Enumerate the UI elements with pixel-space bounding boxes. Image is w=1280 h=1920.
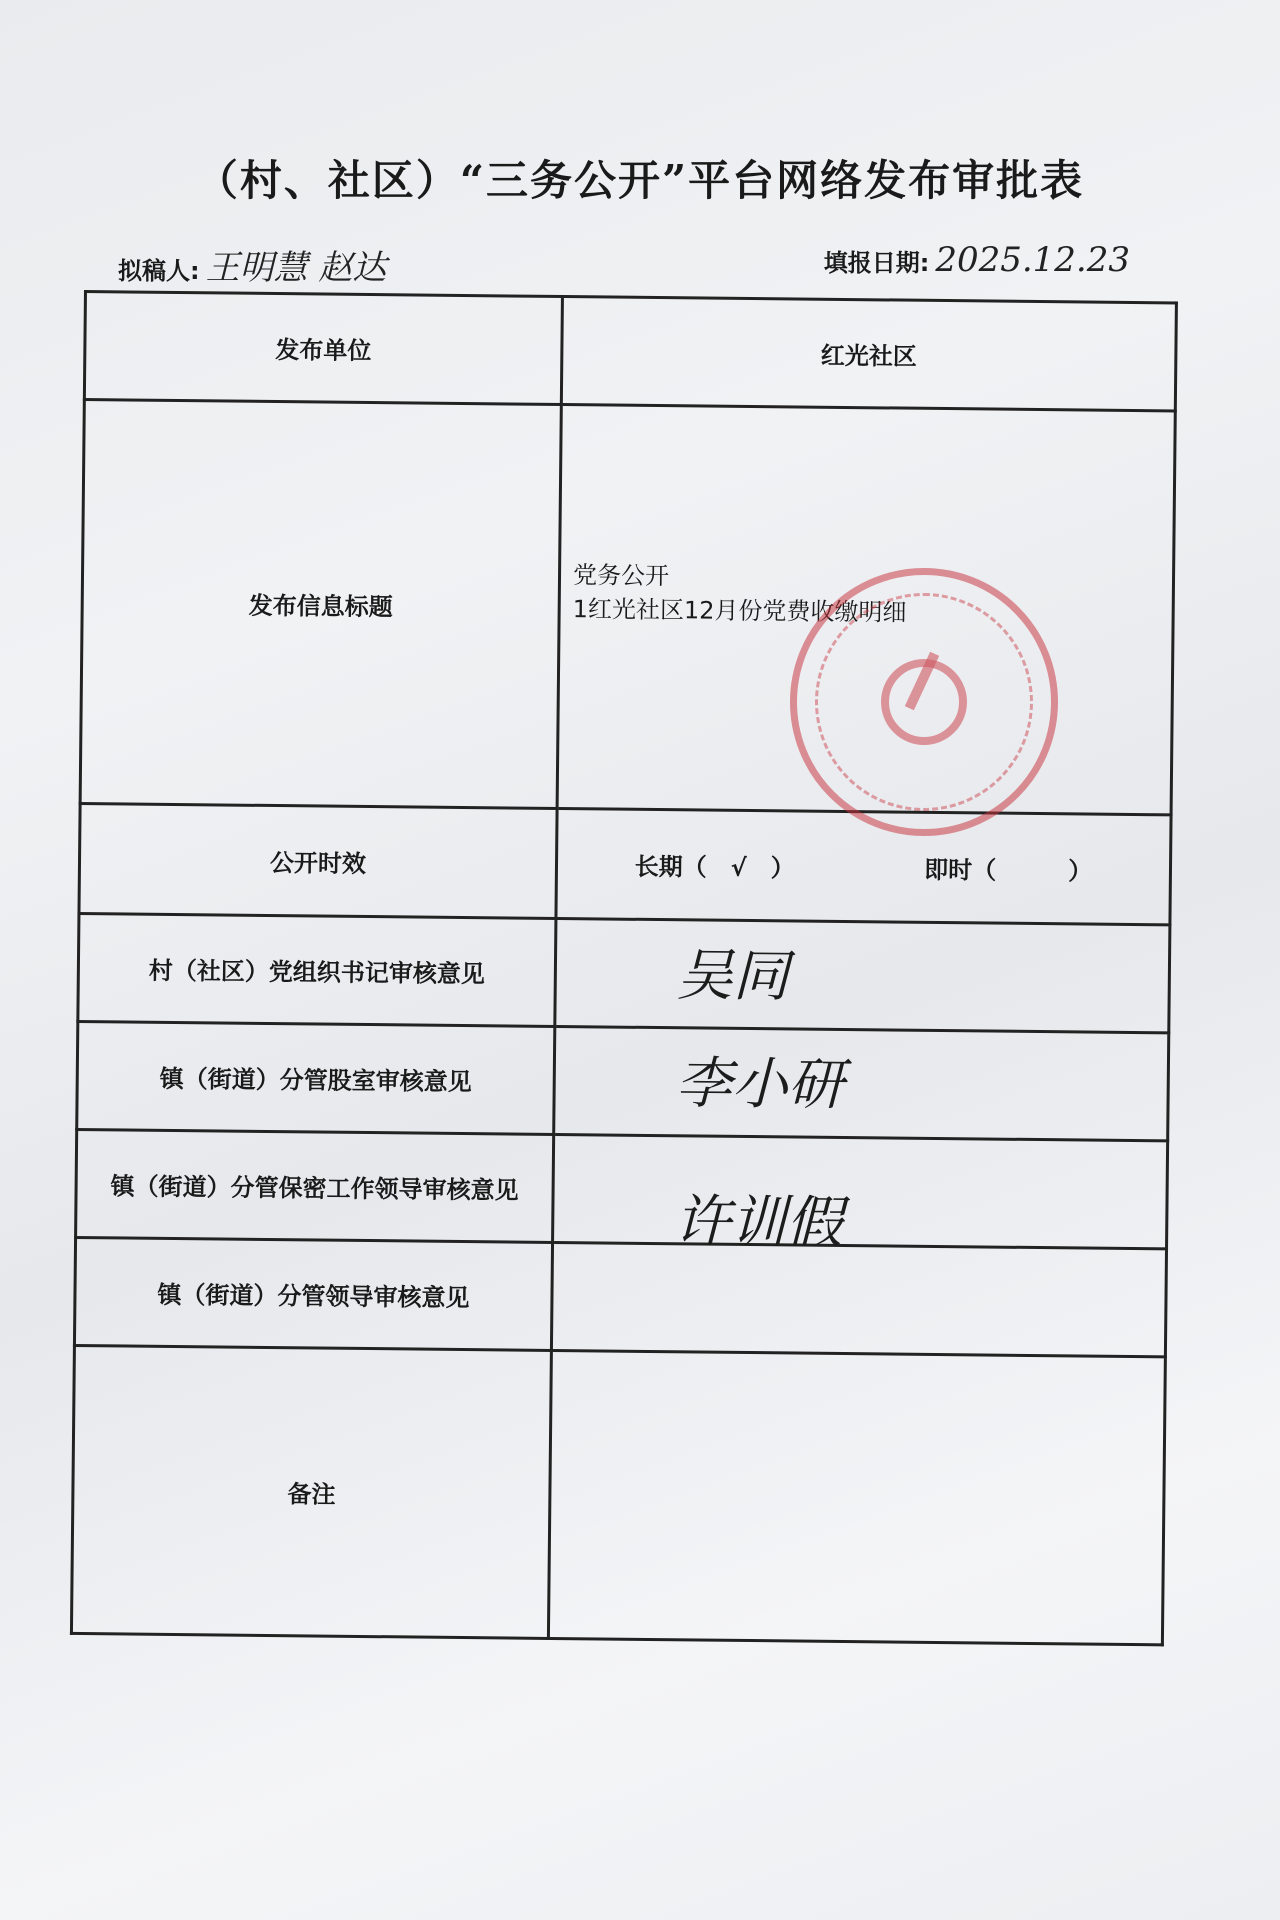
date-field: [824, 240, 1130, 280]
remarks-label: 备注: [71, 1345, 551, 1638]
secrecy-review-label: 镇（街道）分管保密工作领导审核意见: [76, 1129, 554, 1242]
info-title-line2: 1红光社区12月份党费收缴明细: [572, 594, 907, 627]
secretary-review-cell: [555, 918, 1170, 1032]
party-emblem-icon: [881, 659, 967, 745]
table-row: [71, 1345, 1165, 1644]
info-title-label: 发布信息标题: [80, 400, 561, 809]
secretary-signature: 吴同: [676, 943, 790, 1010]
office-review-cell: [554, 1026, 1169, 1140]
table-row: [74, 1237, 1166, 1356]
unit-label: 发布单位: [84, 292, 562, 405]
remarks-cell: [548, 1350, 1165, 1644]
form-title: （村、社区）“三务公开”平台网络发布审批表: [195, 156, 1085, 205]
validity-long-option: 长期（ √ ）: [634, 852, 795, 883]
table-row: [79, 803, 1171, 924]
secrecy-signature: 许训假: [673, 1189, 843, 1256]
date-label: 填报日期:: [823, 249, 930, 277]
drafter-field: [118, 240, 386, 289]
secrecy-review-cell: [553, 1134, 1168, 1256]
leader-review-cell: [551, 1242, 1166, 1356]
approval-table: [70, 290, 1178, 1646]
drafter-label: 拟稿人:: [118, 257, 200, 285]
leader-review-label: 镇（街道）分管领导审核意见: [74, 1237, 552, 1350]
date-value: 2025.12.23: [935, 240, 1130, 280]
table-row: [76, 1129, 1168, 1248]
validity-label: 公开时效: [79, 803, 557, 918]
drafter-signature: 王明慧 赵达: [205, 248, 387, 288]
info-title-line1: 党务公开: [572, 560, 670, 590]
table-row: [84, 292, 1176, 411]
unit-value: 红光社区: [561, 297, 1176, 411]
office-review-label: 镇（街道）分管股室审核意见: [77, 1021, 555, 1134]
office-signature: 李小研: [675, 1051, 845, 1118]
secretary-review-label: 村（社区）党组织书记审核意见: [78, 913, 556, 1026]
validity-cell: [556, 808, 1171, 924]
red-seal-stamp: [790, 568, 1058, 836]
table-row: [77, 1021, 1169, 1140]
table-row: [78, 913, 1170, 1032]
validity-immediate-option: 即时（ ）: [924, 855, 1093, 886]
